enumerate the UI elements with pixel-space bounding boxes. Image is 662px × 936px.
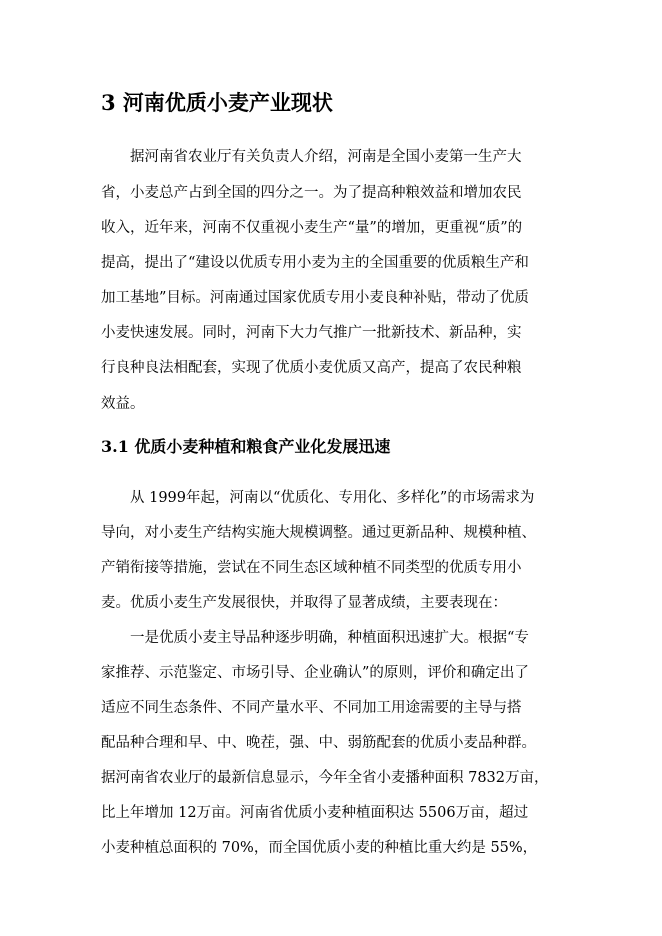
- paragraph-line: 省，小麦总产占到全国的四分之一。为了提高种粮效益和增加农民: [101, 185, 522, 201]
- section-heading: 3 河南优质小麦产业现状: [101, 90, 333, 115]
- paragraph-line: 据河南省农业厅的最新信息显示，今年全省小麦播种面积 7832万亩，: [101, 770, 549, 786]
- paragraph-line: 产销衔接等措施，尝试在不同生态区域种植不同类型的优质专用小: [101, 560, 522, 576]
- paragraph-line: 据河南省农业厅有关负责人介绍，河南是全国小麦第一生产大: [130, 149, 522, 165]
- paragraph-line: 提高，提出了“建设以优质专用小麦为主的全国重要的优质粮生产和: [101, 255, 529, 271]
- paragraph-line: 小麦种植总面积的 70%，而全国优质小麦的种植比重大约是 55%，: [101, 840, 538, 856]
- paragraph-line: 效益。: [101, 396, 145, 412]
- paragraph-line: 配品种合理和早、中、晚茬，强、中、弱筋配套的优质小麦品种群。: [101, 735, 536, 751]
- paragraph-line: 比上年增加 12万亩。河南省优质小麦种植面积达 5506万亩，超过: [101, 805, 529, 821]
- paragraph-line: 家推荐、示范鉴定、市场引导、企业确认”的原则，评价和确定出了: [101, 665, 529, 681]
- paragraph-line: 麦。优质小麦生产发展很快，并取得了显著成绩，主要表现在：: [101, 595, 507, 611]
- paragraph-line: 加工基地”目标。河南通过国家优质专用小麦良种补贴，带动了优质: [101, 290, 529, 306]
- paragraph-line: 从 1999年起，河南以“优质化、专用化、多样化”的市场需求为: [130, 490, 535, 506]
- paragraph-line: 导向，对小麦生产结构实施大规模调整。通过更新品种、规模种植、: [101, 525, 536, 541]
- paragraph-line: 小麦快速发展。同时，河南下大力气推广一批新技术、新品种，实: [101, 325, 522, 341]
- paragraph-line: 适应不同生态条件、不同产量水平、不同加工用途需要的主导与搭: [101, 700, 522, 716]
- paragraph-line: 行良种良法相配套，实现了优质小麦优质又高产，提高了农民种粮: [101, 360, 522, 376]
- subsection-heading: 3.1 优质小麦种植和粮食产业化发展迅速: [101, 437, 391, 456]
- paragraph-line: 一是优质小麦主导品种逐步明确，种植面积迅速扩大。根据“专: [130, 630, 529, 646]
- paragraph-line: 收入，近年来，河南不仅重视小麦生产“量”的增加，更重视“质”的: [101, 220, 523, 236]
